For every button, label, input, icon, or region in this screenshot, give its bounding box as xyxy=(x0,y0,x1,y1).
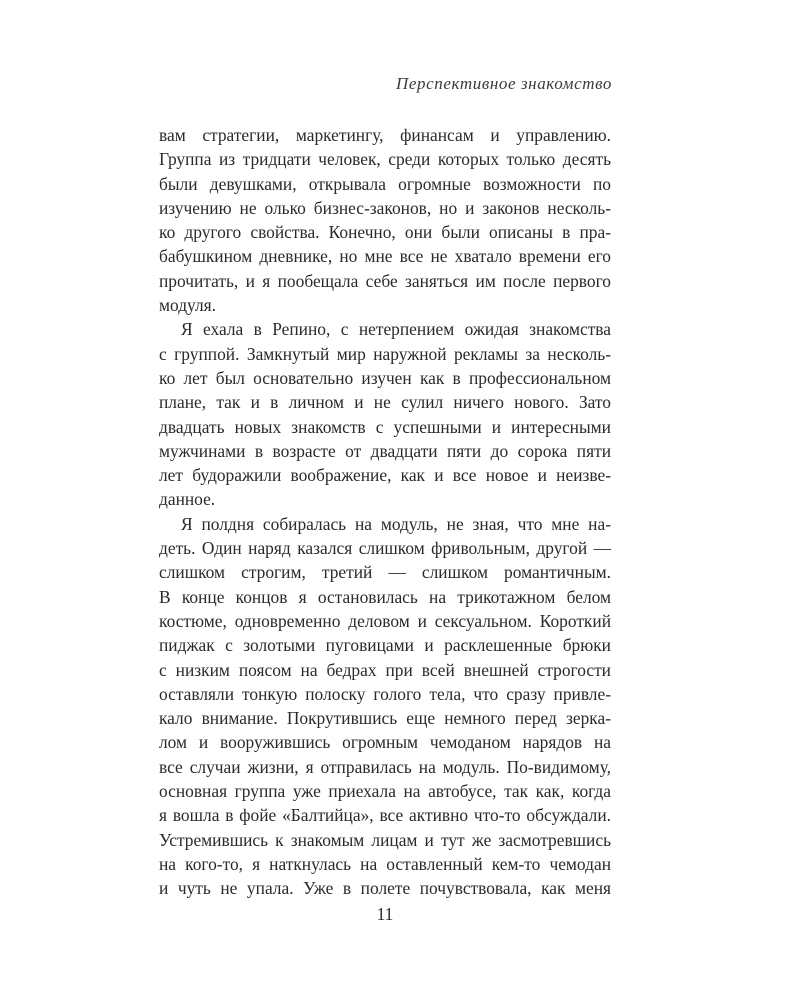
text-line: модуля. xyxy=(159,295,217,316)
text-line: с низким поясом на бедрах при всей внешней строгости xyxy=(159,659,611,680)
text-line: костюме, одновременно деловом и сексуальном. Короткий xyxy=(159,610,611,631)
paragraph-first-line: Я полдня собиралась на модуль, не зная, что мне на- xyxy=(181,513,611,534)
text-line: бабушкином дневнике, но мне все не хватало времени его xyxy=(159,246,611,267)
text-line: двадцать новых знакомств с успешными и интересными xyxy=(159,416,611,437)
text-line: на кого-то, я наткнулась на оставленный кем-то чемодан xyxy=(159,853,611,874)
text-line: пиджак с золотыми пуговицами и расклешенные брюки xyxy=(159,635,611,656)
text-line: изучению не олько бизнес-законов, но и законов несколь- xyxy=(159,197,611,218)
text-line: ко лет был основательно изучен как в профессиональном xyxy=(159,367,611,388)
text-line: с группой. Замкнутый мир наружной рекламы за несколь- xyxy=(159,343,611,364)
text-line: я вошла в фойе «Балтийца», все активно что-то обсуждали. xyxy=(159,805,611,826)
page-number: 11 xyxy=(376,904,394,924)
text-line: прочитать, и я пообещала себе заняться им после первого xyxy=(159,270,611,291)
text-line: все случаи жизни, я отправилась на модуль. По-видимому, xyxy=(159,756,611,777)
text-line: кало внимание. Покрутившись еще немного перед зерка- xyxy=(159,708,611,729)
running-header-title: Перспективное знакомство xyxy=(396,74,612,93)
text-line: Группа из тридцати человек, среди которых только десять xyxy=(159,149,611,170)
text-line: данное. xyxy=(159,489,216,510)
text-line: В конце концов я остановилась на трикотажном белом xyxy=(159,586,611,607)
text-line: плане, так и в личном и не сулил ничего нового. Зато xyxy=(159,392,611,413)
text-line: оставляли тонкую полоску голого тела, что сразу привле- xyxy=(159,683,611,704)
text-line: были девушками, открывала огромные возможности по xyxy=(159,173,611,194)
text-line: основная группа уже приехала на автобусе, так как, когда xyxy=(159,781,611,802)
text-line: и чуть не упала. Уже в полете почувствовала, как меня xyxy=(159,878,611,899)
text-line: слишком строгим, третий — слишком романтичным. xyxy=(159,562,611,583)
paragraph-first-line: Я ехала в Репино, с нетерпением ожидая знакомства xyxy=(181,319,611,340)
text-line: лет будоражили воображение, как и все новое и неизве- xyxy=(159,465,611,486)
text-line: вам стратегии, маркетингу, финансам и управлению. xyxy=(159,125,611,145)
text-line: ко другого свойства. Конечно, они были описаны в пра- xyxy=(159,222,611,243)
body-text xyxy=(159,123,611,901)
text-line: мужчинами в возрасте от двадцати пяти до сорока пяти xyxy=(159,440,611,461)
text-line: Устремившись к знакомым лицам и тут же засмотревшись xyxy=(159,829,611,850)
text-line: лом и вооружившись огромным чемоданом нарядов на xyxy=(159,732,611,753)
text-line: деть. Один наряд казался слишком фривольным, другой — xyxy=(159,538,611,559)
